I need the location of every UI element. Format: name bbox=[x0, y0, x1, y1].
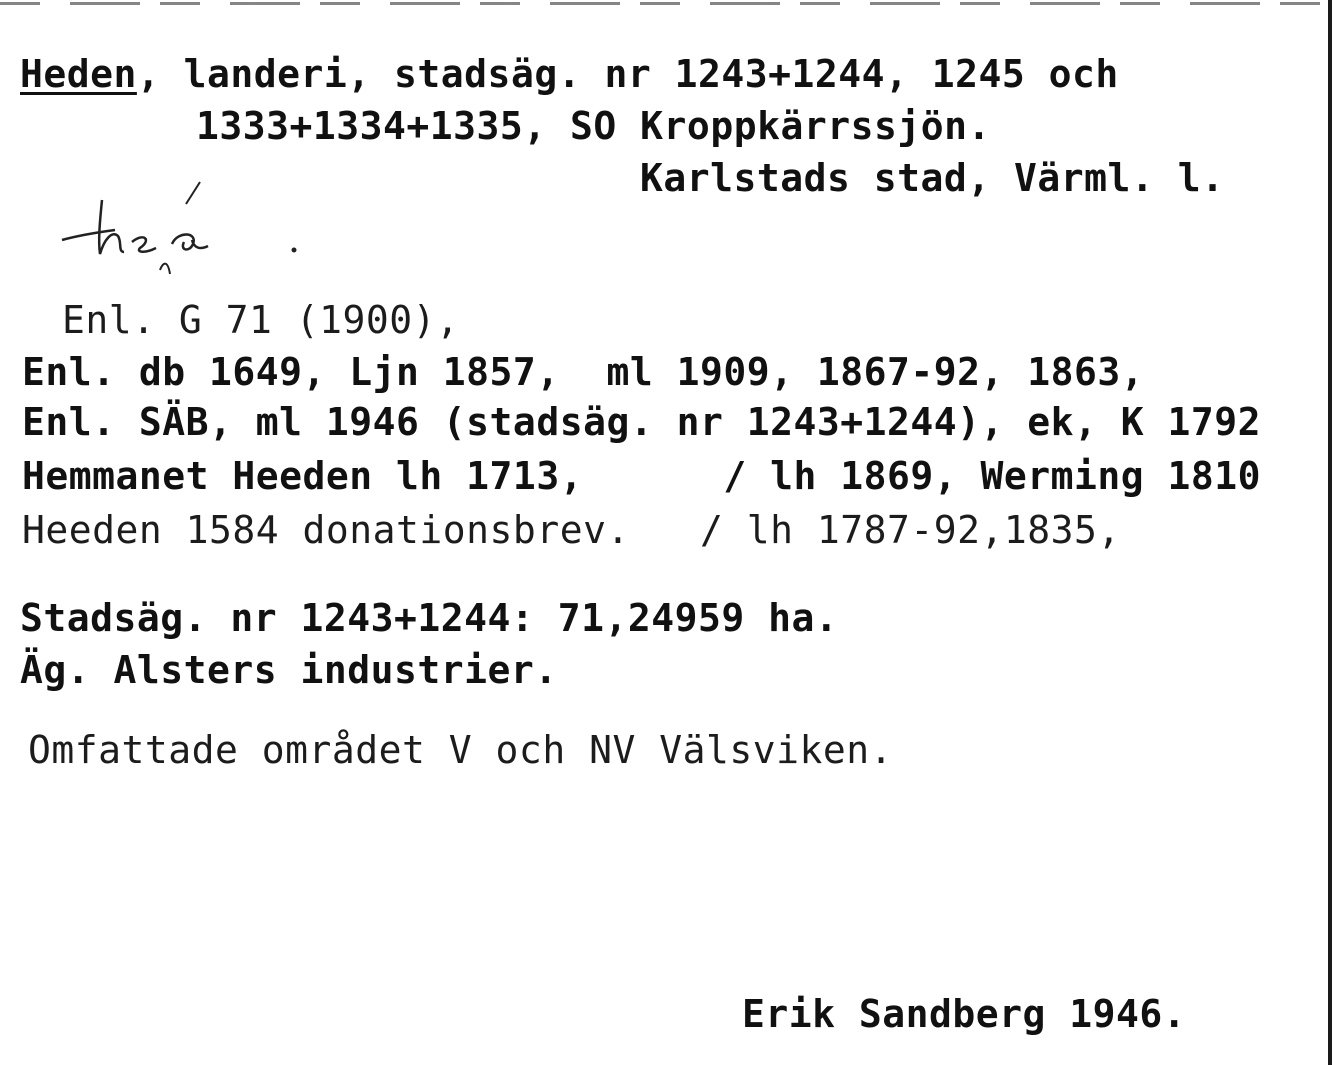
source-line-1: Enl. G 71 (1900), bbox=[62, 298, 460, 342]
card-top-edge bbox=[0, 2, 1338, 5]
author-line: Erik Sandberg 1946. bbox=[742, 992, 1187, 1036]
title-line-2: 1333+1334+1335, SO Kroppkärrssjön. bbox=[196, 104, 991, 148]
source-line-3: Enl. SÄB, ml 1946 (stadsäg. nr 1243+1244), ek, K 1792 bbox=[22, 400, 1262, 444]
title-rest: , landeri, stadsäg. nr 1243+1244, 1245 och bbox=[136, 52, 1119, 96]
card-right-edge bbox=[1328, 0, 1332, 1065]
note-line: Omfattade området V och NV Välsviken. bbox=[28, 728, 893, 772]
municipality-line: Karlstads stad, Värml. l. bbox=[640, 156, 1225, 200]
area-line: Stadsäg. nr 1243+1244: 71,24959 ha. bbox=[20, 596, 839, 640]
place-name: Heden bbox=[20, 52, 137, 96]
source-line-5: Heeden 1584 donationsbrev. / lh 1787-92,1835, bbox=[22, 508, 1121, 552]
source-line-4: Hemmanet Heeden lh 1713, / lh 1869, Werming 1810 bbox=[22, 454, 1262, 498]
owner-line: Äg. Alsters industrier. bbox=[20, 648, 558, 692]
source-line-2: Enl. db 1649, Ljn 1857, ml 1909, 1867-92, 1863, bbox=[22, 350, 1145, 394]
handwritten-initials-icon bbox=[60, 180, 320, 290]
title-line bbox=[20, 52, 1119, 96]
